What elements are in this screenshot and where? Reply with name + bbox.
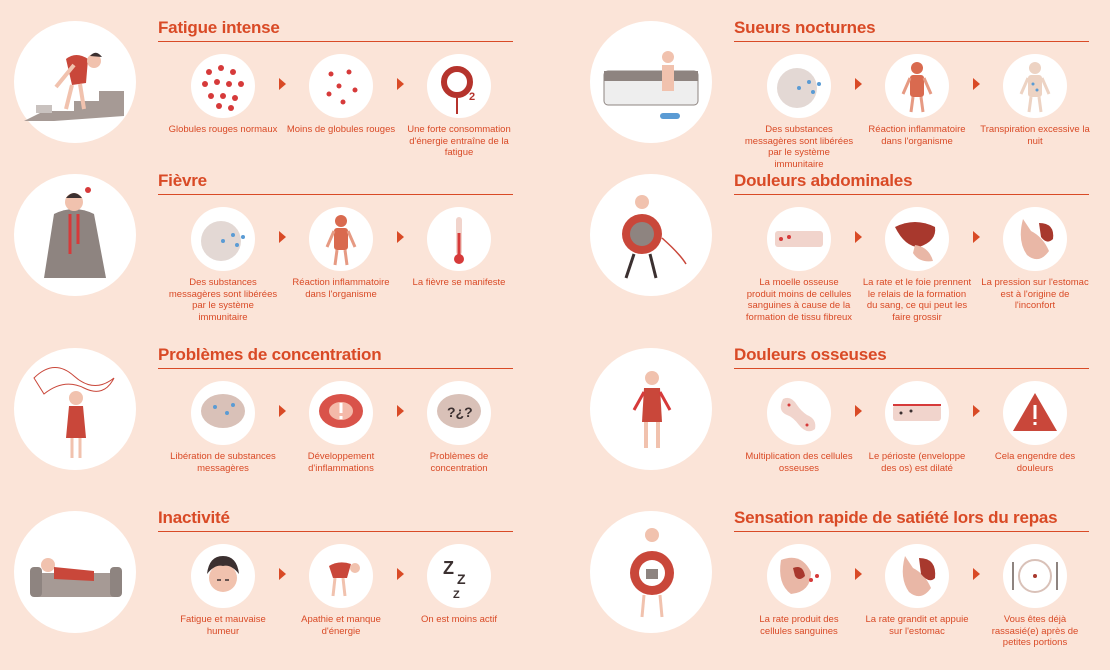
step-caption: Transpiration excessive la nuit: [980, 124, 1090, 147]
step-2: [286, 381, 396, 474]
step-caption: Des substances messagères sont libérées par le système immunitaire: [744, 124, 854, 170]
immune-cell-icon: [767, 54, 831, 118]
spleen-stomach-icon: [885, 544, 949, 608]
step-caption: Une forte consommation d'énergie entraîne de la fatigue: [407, 124, 511, 158]
step-caption: Fatigue et mauvaise humeur: [180, 614, 266, 637]
step-caption: Des substances messagères sont libérées par le système immunitaire: [168, 277, 278, 323]
arrow-icon: [397, 231, 404, 243]
step-caption: Multiplication des cellules osseuses: [745, 451, 853, 474]
step-caption: Globules rouges normaux: [168, 124, 278, 135]
person-on-sofa-icon: [14, 511, 136, 633]
svg-text:?¿?: ?¿?: [447, 404, 473, 420]
step-1: [744, 544, 854, 637]
section-abdominal-pain: [576, 171, 1110, 331]
step-caption: La moelle osseuse produit moins de cellules sanguines à cause de la formation de tissu fibreux: [745, 277, 853, 323]
normal-red-cells-icon: [191, 54, 255, 118]
bone-marrow-icon: [767, 207, 831, 271]
arrow-icon: [973, 78, 980, 90]
svg-text:Z: Z: [453, 589, 460, 601]
step-caption: La pression sur l'estomac est à l'origine de l'inconfort: [981, 277, 1089, 311]
fewer-red-cells-icon: [309, 54, 373, 118]
tired-face-icon: [191, 544, 255, 608]
step-caption: Apathie et manque d'énergie: [301, 614, 381, 637]
step-caption: Libération de substances messagères: [170, 451, 276, 474]
step-1: [168, 207, 278, 323]
section-bone-pain: [576, 345, 1110, 505]
svg-text:Z: Z: [457, 571, 466, 587]
section-fatigue: [0, 18, 540, 178]
step-caption: La fièvre se manifeste: [412, 277, 506, 288]
step-caption: Réaction inflammatoire dans l'organisme: [868, 124, 966, 147]
step-2: [862, 544, 972, 637]
step-3: [404, 54, 514, 159]
step-1: [744, 207, 854, 323]
arrow-icon: [397, 405, 404, 417]
feverish-person-blanket-icon: [14, 174, 136, 296]
warning-triangle-icon: [1003, 381, 1067, 445]
plate-cutlery-icon: [1003, 544, 1067, 608]
step-3: [980, 54, 1090, 147]
periosteum-icon: [885, 381, 949, 445]
step-caption: On est moins actif: [420, 614, 498, 625]
spleen-cells-icon: [767, 544, 831, 608]
section-title: Douleurs abdominales: [734, 171, 1089, 195]
step-3: [980, 544, 1090, 649]
step-2: [286, 54, 396, 136]
arrow-icon: [279, 231, 286, 243]
step-2: [286, 544, 396, 637]
oxygen-o2-icon: [427, 54, 491, 118]
bone-pain-person-icon: [590, 348, 712, 470]
brain-dots-icon: [191, 381, 255, 445]
arrow-icon: [855, 568, 862, 580]
step-1: [744, 381, 854, 474]
section-title: Douleurs osseuses: [734, 345, 1089, 369]
step-3: [980, 381, 1090, 474]
arrow-icon: [973, 568, 980, 580]
step-caption: Problèmes de concentration: [429, 451, 489, 474]
step-3: [980, 207, 1090, 312]
immune-cell-icon: [191, 207, 255, 271]
full-stomach-person-icon: [590, 511, 712, 633]
step-1: [168, 54, 278, 136]
step-3: [404, 381, 514, 474]
step-3: [404, 207, 514, 289]
brain-question-icon: [427, 381, 491, 445]
section-night-sweats: [576, 18, 1110, 178]
step-2: [862, 207, 972, 323]
step-2: [862, 381, 972, 474]
section-title: Problèmes de concentration: [158, 345, 513, 369]
inflamed-body-icon: [309, 207, 373, 271]
arrow-icon: [855, 78, 862, 90]
thermometer-icon: [427, 207, 491, 271]
arrow-icon: [973, 405, 980, 417]
inflamed-brain-icon: [309, 381, 373, 445]
step-caption: Réaction inflammatoire dans l'organisme: [292, 277, 390, 300]
step-caption: Vous êtes déjà rassasié(e) après de petites portions: [991, 614, 1079, 648]
arrow-icon: [397, 568, 404, 580]
step-1: [744, 54, 854, 170]
liver-spleen-icon: [885, 207, 949, 271]
confused-person-icon: [14, 348, 136, 470]
step-1: [168, 544, 278, 637]
step-caption: La rate et le foie prennent le relais de la formation du sang, ce qui peut les faire grossir: [862, 277, 972, 323]
arrow-icon: [279, 568, 286, 580]
sweating-body-icon: [1003, 54, 1067, 118]
step-caption: Moins de globules rouges: [286, 124, 396, 135]
svg-text:Z: Z: [443, 558, 454, 578]
step-caption: La rate grandit et appuie sur l'estomac: [865, 614, 969, 637]
section-fever: [0, 171, 540, 331]
inflamed-body-icon: [885, 54, 949, 118]
stomach-pressure-icon: [1003, 207, 1067, 271]
step-2: [862, 54, 972, 147]
sleep-zzz-icon: [427, 544, 491, 608]
step-caption: Cela engendre des douleurs: [994, 451, 1076, 474]
section-title: Sueurs nocturnes: [734, 18, 1089, 42]
sweating-in-bed-icon: [590, 21, 712, 143]
arrow-icon: [973, 231, 980, 243]
step-caption: Développement d'inflammations: [307, 451, 375, 474]
arrow-icon: [279, 78, 286, 90]
bone-cells-icon: [767, 381, 831, 445]
step-caption: Le périoste (enveloppe des os) est dilaté: [868, 451, 966, 474]
section-title: Fatigue intense: [158, 18, 513, 42]
arrow-icon: [279, 405, 286, 417]
section-title: Inactivité: [158, 508, 513, 532]
step-3: [404, 544, 514, 626]
step-1: [168, 381, 278, 474]
tired-person-stairs-icon: [14, 21, 136, 143]
arrow-icon: [855, 405, 862, 417]
bent-over-person-icon: [309, 544, 373, 608]
step-2: [286, 207, 396, 300]
abdominal-pain-person-icon: [590, 174, 712, 296]
step-caption: La rate produit des cellules sanguines: [759, 614, 839, 637]
section-title: Fièvre: [158, 171, 513, 195]
arrow-icon: [855, 231, 862, 243]
section-early-satiety: [576, 508, 1110, 668]
section-inactivity: [0, 508, 540, 668]
section-title: Sensation rapide de satiété lors du repas: [734, 508, 1089, 532]
section-concentration: [0, 345, 540, 505]
svg-text:2: 2: [469, 91, 476, 103]
arrow-icon: [397, 78, 404, 90]
